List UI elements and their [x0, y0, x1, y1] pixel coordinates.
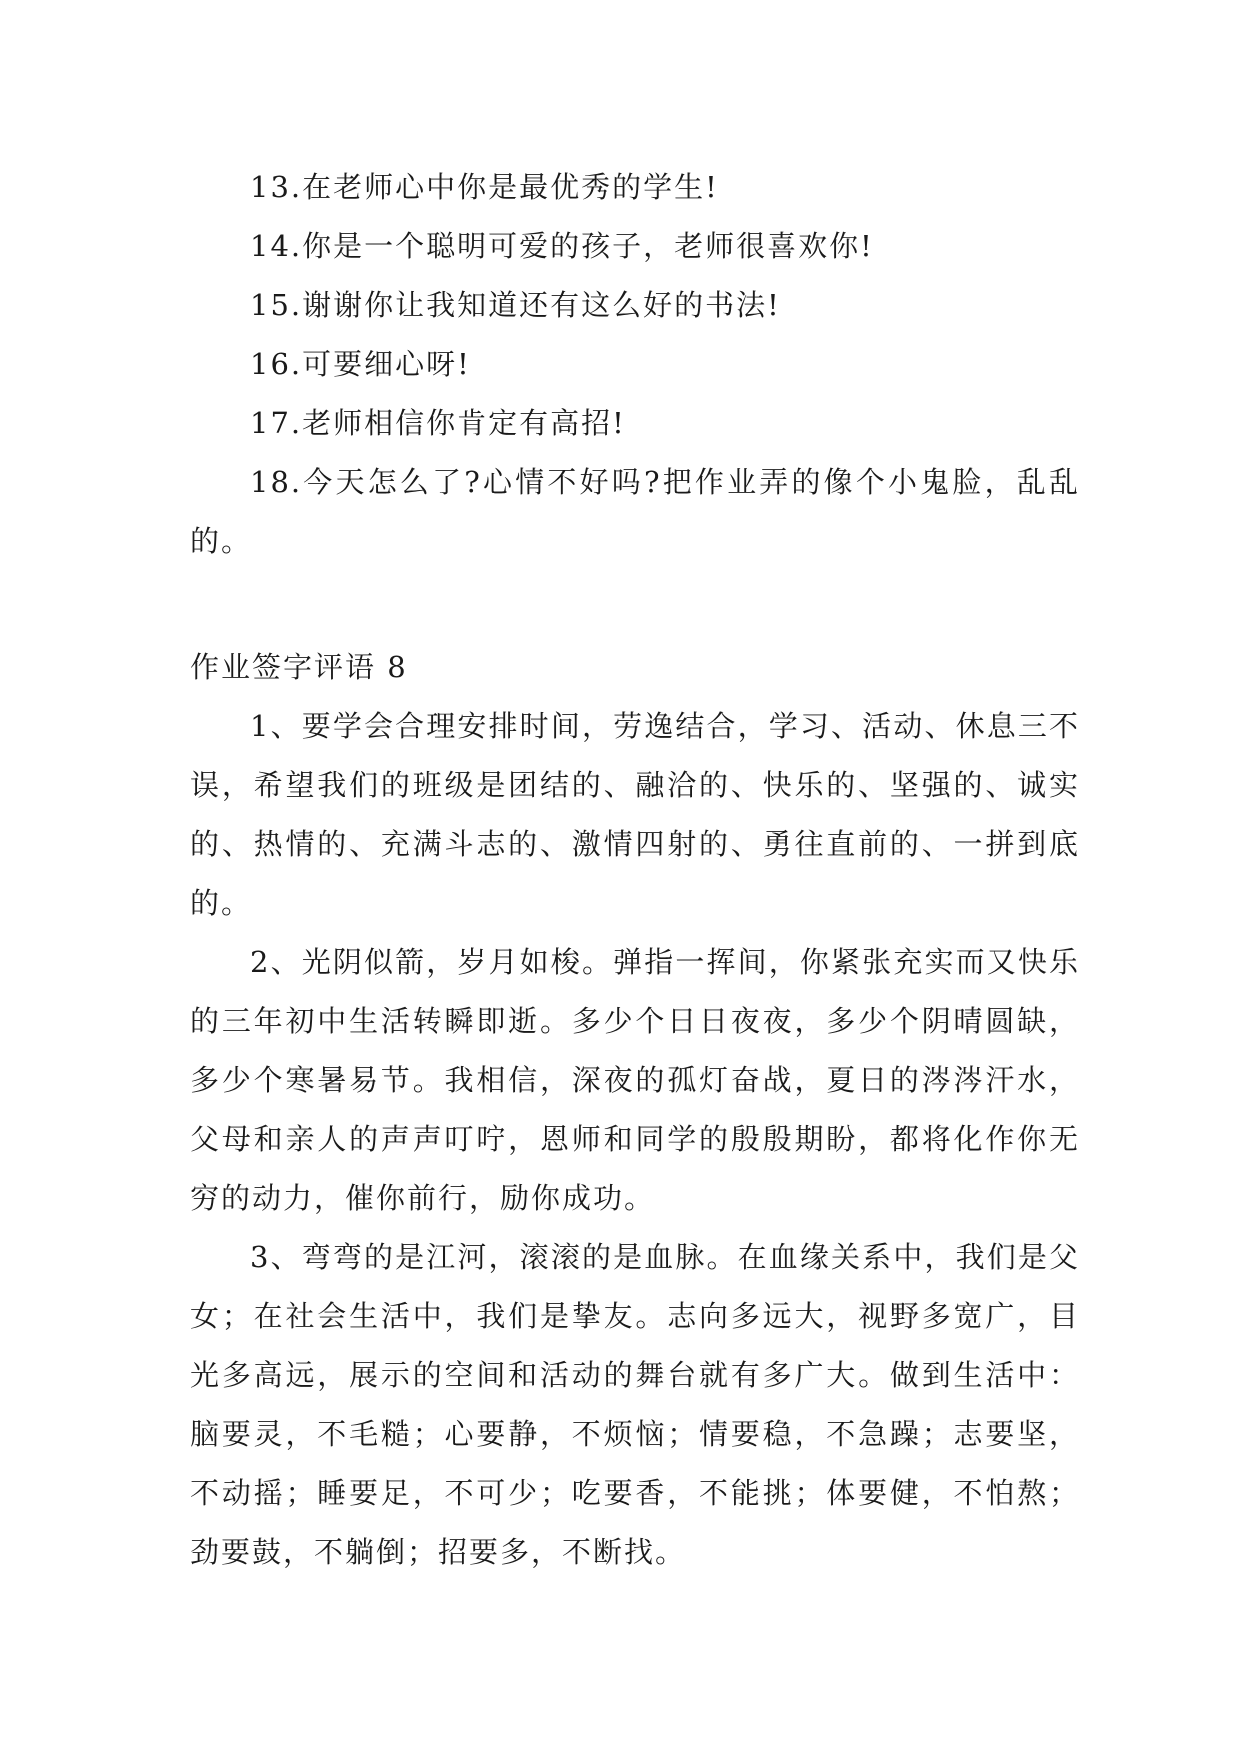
- list-item: 14.你是一个聪明可爱的孩子，老师很喜欢你!: [250, 229, 874, 263]
- list-item: 17.老师相信你肯定有高招!: [250, 406, 626, 440]
- section-paragraph: 1、要学会合理安排时间，劳逸结合，学习、活动、休息三不误，希望我们的班级是团结的、融洽的、快乐的、坚强的、诚实的、热情的、充满斗志的、激情四射的、勇往直前的、一拼到底的。: [190, 709, 1080, 920]
- section-title: 作业签字评语 8: [190, 650, 408, 684]
- section-paragraph: 2、光阴似箭，岁月如梭。弹指一挥间，你紧张充实而又快乐的三年初中生活转瞬即逝。多少个日日夜夜，多少个阴晴圆缺，多少个寒暑易节。我相信，深夜的孤灯奋战，夏日的涔涔汗水，父母和亲人的声声叮咛，恩师和同学的殷殷期盼，都将化作你无穷的动力，催你前行，励你成功。: [190, 945, 1080, 1215]
- section-paragraph: 3、弯弯的是江河，滚滚的是血脉。在血缘关系中，我们是父女；在社会生活中，我们是挚友。志向多远大，视野多宽广，目光多高远，展示的空间和活动的舞台就有多广大。做到生活中：脑要灵，不毛糙；心要静，不烦恼；情要稳，不急躁；志要坚，不动摇；睡要足，不可少；吃要香，不能挑；体要健，不怕熬；劲要鼓，不躺倒；招要多，不断找。: [190, 1240, 1080, 1569]
- list-item: 15.谢谢你让我知道还有这么好的书法!: [250, 288, 781, 322]
- list-item: 16.可要细心呀!: [250, 347, 471, 381]
- list-item: 13.在老师心中你是最优秀的学生!: [250, 170, 719, 204]
- section-spacer: [190, 571, 1080, 638]
- document-body: [190, 158, 1080, 1582]
- list-item: 18.今天怎么了?心情不好吗?把作业弄的像个小鬼脸，乱乱的。: [190, 465, 1080, 558]
